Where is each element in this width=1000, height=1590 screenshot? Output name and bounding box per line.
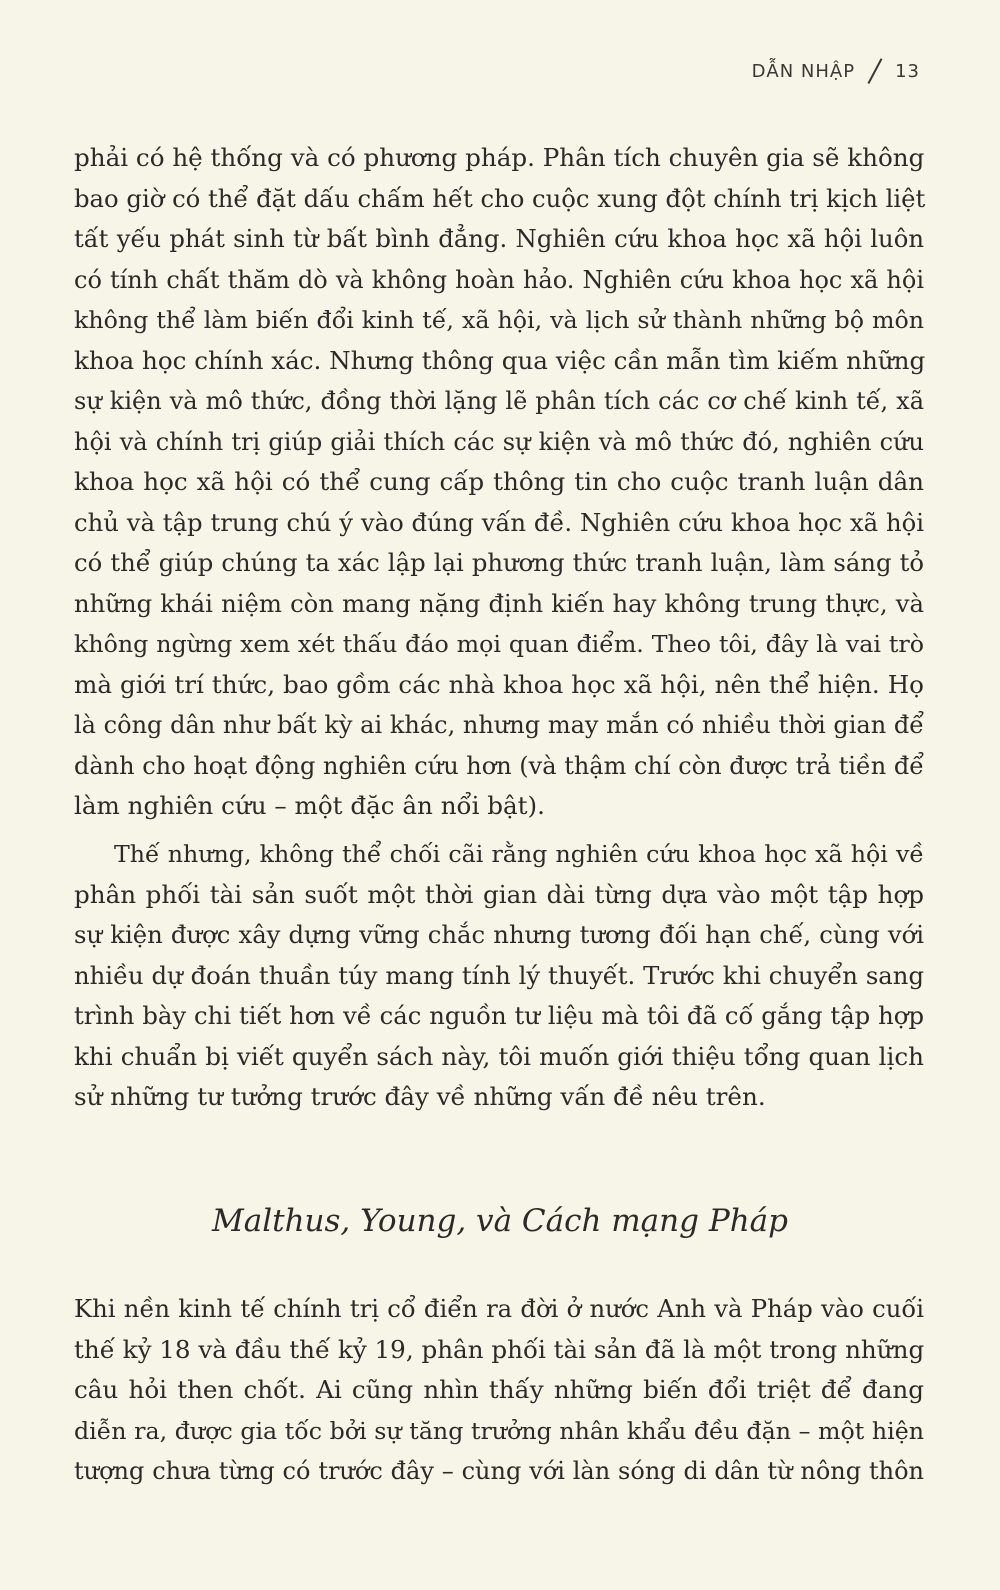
text-line: khoa học xã hội có thể cung cấp thông tin cho cuộc tranh luận dân	[74, 467, 924, 496]
page-number: 13	[895, 60, 920, 82]
text-line: phân phối tài sản suốt một thời gian dài từng dựa vào một tập hợp	[74, 879, 924, 909]
text-line: nhiều dự đoán thuần túy mang tính lý thuyết. Trước khi chuyển sang	[74, 960, 924, 990]
text-line: có thể giúp chúng ta xác lập lại phương thức tranh luận, làm sáng tỏ	[74, 548, 924, 577]
text-line: sự kiện và mô thức, đồng thời lặng lẽ phân tích các cơ chế kinh tế, xã	[74, 387, 924, 415]
text-line: những khái niệm còn mang nặng định kiến hay không trung thực, và	[74, 588, 924, 618]
text-line: khi chuẩn bị viết quyển sách này, tôi muốn giới thiệu tổng quan lịch	[74, 1041, 924, 1071]
text-line: dành cho hoạt động nghiên cứu hơn (và thậm chí còn được trả tiền để	[74, 751, 924, 780]
text-line: tất yếu phát sinh từ bất bình đẳng. Nghiên cứu khoa học xã hội luôn	[74, 224, 924, 253]
text-line: trình bày chi tiết hơn về các nguồn tư liệu mà tôi đã cố gắng tập hợp	[74, 1001, 924, 1030]
text-line: có tính chất thăm dò và không hoàn hảo. Nghiên cứu khoa học xã hội	[74, 265, 924, 294]
text-line: câu hỏi then chốt. Ai cũng nhìn thấy những biến đổi triệt để đang	[74, 1375, 924, 1404]
text-line: phải có hệ thống và có phương pháp. Phân tích chuyên gia sẽ không	[74, 143, 925, 172]
text-line: không ngừng xem xét thấu đáo mọi quan điểm. Theo tôi, đây là vai trò	[74, 630, 924, 658]
text-line: làm nghiên cứu – một đặc ân nổi bật).	[74, 791, 545, 820]
text-line: tượng chưa từng có trước đây – cùng với làn sóng di dân từ nông thôn	[74, 1457, 924, 1485]
paragraph-3	[74, 1289, 924, 1492]
text-line: sử những tư tưởng trước đây về những vấn đề nêu trên.	[74, 1082, 766, 1111]
text-line: mà giới trí thức, bao gồm các nhà khoa học xã hội, nên thể hiện. Họ	[74, 669, 924, 699]
running-header	[752, 60, 920, 82]
text-line: khoa học chính xác. Nhưng thông qua việc cần mẫn tìm kiếm những	[74, 345, 926, 375]
text-line: Thế nhưng, không thể chối cãi rằng nghiên cứu khoa học xã hội về	[114, 840, 924, 868]
paragraph-2	[74, 834, 924, 1118]
text-line: Khi nền kinh tế chính trị cổ điển ra đời ở nước Anh và Pháp vào cuối	[74, 1294, 924, 1323]
header-divider	[865, 60, 885, 82]
chapter-title: DẪN NHẬP	[751, 60, 856, 82]
text-line: là công dân như bất kỳ ai khác, nhưng may mắn có nhiều thời gian để	[74, 711, 924, 739]
text-line: diễn ra, được gia tốc bởi sự tăng trưởng nhân khẩu đều đặn – một hiện	[74, 1416, 924, 1445]
text-line: sự kiện được xây dựng vững chắc nhưng tương đối hạn chế, cùng với	[74, 920, 924, 949]
text-line: không thể làm biến đổi kinh tế, xã hội, và lịch sử thành những bộ môn	[74, 306, 924, 334]
text-line: hội và chính trị giúp giải thích các sự kiện và mô thức đó, nghiên cứu	[74, 427, 924, 456]
paragraph-1	[74, 138, 924, 827]
text-line: bao giờ có thể đặt dấu chấm hết cho cuộc xung đột chính trị kịch liệt	[74, 183, 926, 213]
text-line: thế kỷ 18 và đầu thế kỷ 19, phân phối tài sản đã là một trong những	[74, 1334, 925, 1364]
text-line: chủ và tập trung chú ý vào đúng vấn đề. Nghiên cứu khoa học xã hội	[74, 507, 924, 537]
section-heading: Malthus, Young, và Cách mạng Pháp	[212, 1203, 788, 1239]
